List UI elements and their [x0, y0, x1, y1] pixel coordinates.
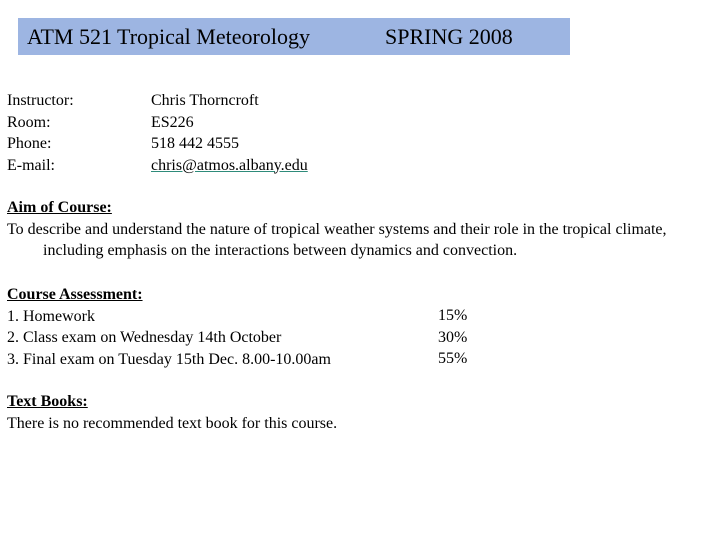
- course-title: ATM 521 Tropical Meteorology: [27, 24, 310, 49]
- assessment-section: [7, 284, 331, 370]
- room-number: ES226: [151, 113, 194, 131]
- assessment-heading: Course Assessment:: [7, 286, 143, 303]
- phone-number: 518 442 4555: [151, 135, 239, 152]
- text-books-text: There is no recommended text book for this course.: [7, 414, 338, 432]
- title-banner: [18, 18, 570, 55]
- aim-section: [7, 197, 707, 262]
- class-exam-percent: 30%: [438, 328, 468, 346]
- contact-labels: [7, 90, 74, 176]
- contact-values: [151, 90, 308, 176]
- assessment-item-homework: 1. Homework: [7, 307, 95, 325]
- assessment-percentages: [438, 305, 467, 370]
- homework-percent: 15%: [438, 307, 468, 324]
- text-books-heading: Text Books:: [7, 393, 88, 410]
- email-link[interactable]: chris@atmos.albany.edu: [151, 156, 308, 174]
- instructor-name: Chris Thorncroft: [151, 92, 259, 109]
- room-label: Room:: [7, 113, 51, 131]
- text-books-section: [7, 391, 337, 434]
- phone-label: Phone:: [7, 135, 52, 152]
- term-label: SPRING 2008: [385, 24, 513, 49]
- assessment-item-class-exam: 2. Class exam on Wednesday 14th October: [7, 329, 282, 346]
- instructor-label: Instructor:: [7, 92, 74, 109]
- aim-heading: Aim of Course:: [7, 199, 112, 216]
- email-label: E-mail:: [7, 156, 55, 174]
- assessment-item-final-exam: 3. Final exam on Tuesday 15th Dec. 8.00-10.00am: [7, 350, 331, 368]
- aim-text: To describe and understand the nature of tropical weather systems and their role in the tropical climate, including emphasis on the interactions between dynamics and convection.: [7, 220, 667, 259]
- final-exam-percent: 55%: [438, 350, 468, 367]
